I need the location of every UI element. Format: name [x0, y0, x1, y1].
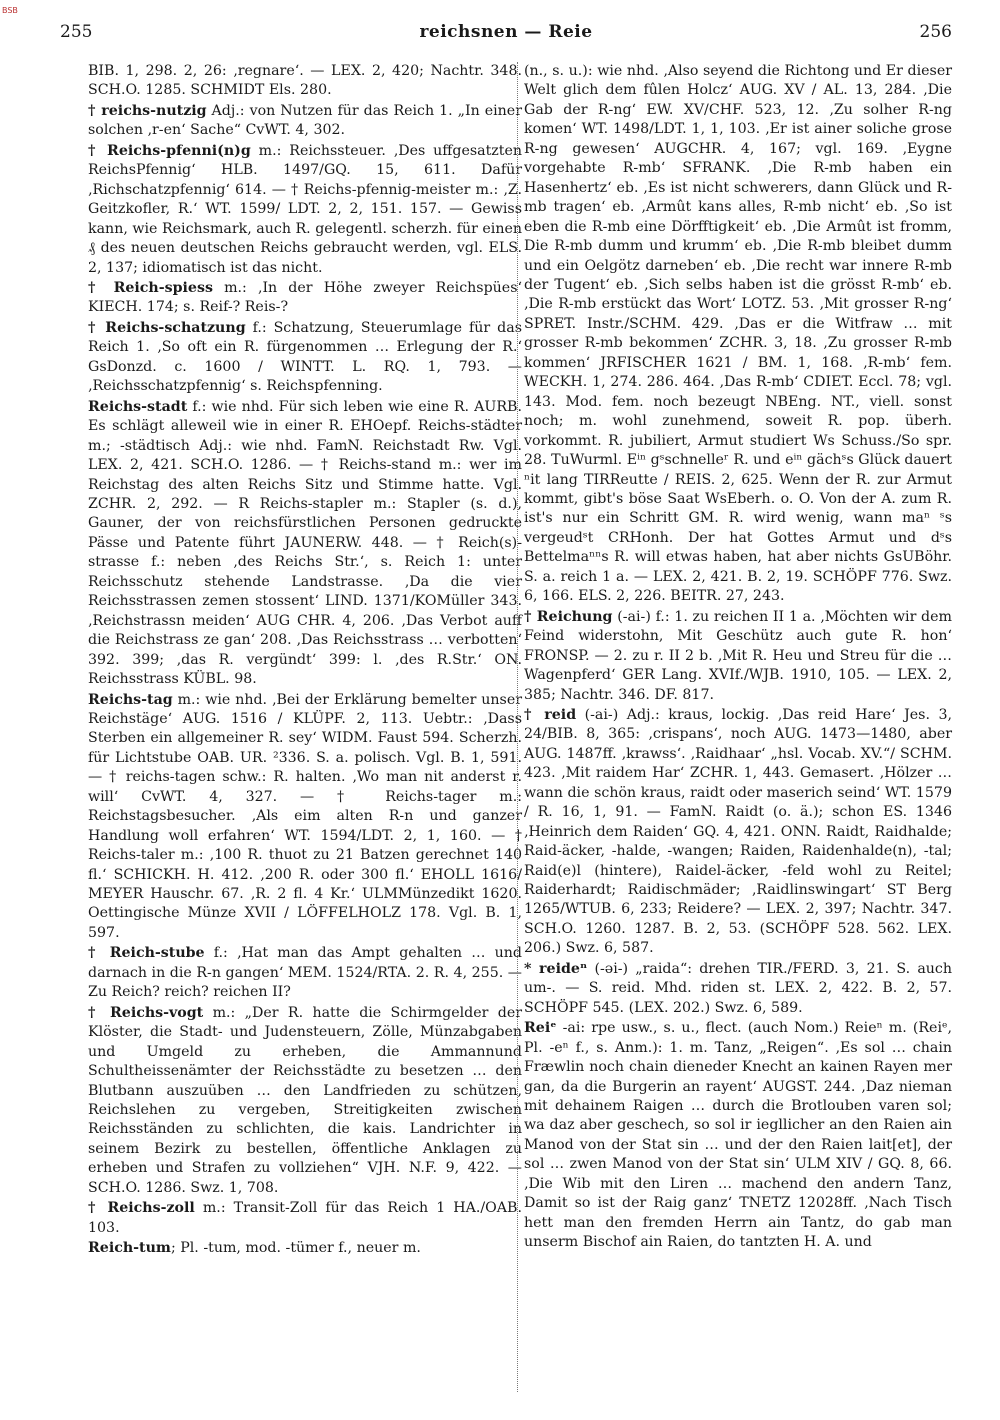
dictionary-entry	[88, 142, 522, 278]
entry-text: f.: ‚Hat man das Ampt gehalten … und darnach in die R-n gangen‘ MEM. 1524/RTA. 2. R. 4, 255. — Zu Reich? reich? reichen II?	[88, 945, 522, 1001]
left-column	[88, 62, 522, 1260]
entry-text: f.: Schatzung, Steuerumlage für das Reich 1. ‚So oft ein R. fürgenommen … Erlegung der R.‘ GsDonzd. c. 1600 / WINTT. L. RQ. 1, 793. — ‚Reichsschatzpfennig‘ s. Reichspfenning.	[88, 319, 522, 395]
entry-text: (-əi-) „raida“: drehen TIR./FERD. 3, 21. S. auch um-. — S. reid. Mhd. riden st. LEX. 2, 422. B. 2, 57. SCHÖPF 545. (LEX. 202.) Swz. 6, 589.	[524, 960, 952, 1016]
entry-text: m.: ‚In der Höhe zweyer Reichspües‘ KIECH. 174; s. Reif-? Reis-?	[88, 279, 522, 316]
entry-lemma: Reichs-stadt	[88, 398, 188, 415]
entry-text: m.: Reichssteuer. ‚Des uffgesatzten ReichsPfennig‘ HLB. 1497/GQ. 15, 611. Dafür ‚Richschatzpfennig‘ 614. — † Reichs-pfennig-meister m.: ‚Z. Geitzkofler, R.‘ WT. 1599/ LDT. 2, 2, 151. 157. — Gewiss kann, wie Reichsmark, auch R. gelegentl. scherzh. für einen ₰ des neuen deutschen Reichs gebraucht werden, vgl. ELS. 2, 137; idiomatisch ist das nicht.	[88, 142, 522, 276]
page-header	[60, 22, 952, 48]
dictionary-entry	[88, 1239, 522, 1258]
entry-lemma: † reichs-nutzig	[88, 102, 207, 119]
entry-text: Adj.: von Nutzen für das Reich 1. „In einer solchen ‚r-en‘ Sache“ CvWT. 4, 302.	[88, 102, 522, 139]
page-number-right: 256	[919, 22, 952, 42]
dictionary-entry	[88, 1199, 522, 1238]
library-stamp: BSB	[2, 6, 18, 15]
entry-text: -ai: rpe usw., s. u., flect. (auch Nom.) Reieⁿ m. (Reiᵉ, Pl. -eⁿ f., s. Anm.): 1. m. Tanz, „Reigen“. ‚Es sol … chain Fræwlin noch chain dieneder Knecht an kainen Rayen mer gan, da die Burgerin an rayent‘ AUGST. 244. ‚Daz nieman mit dehainem Raigen … durch die Brotlouben varen sol; wa daz aber geschech, so sol ir iegllicher an den Raien ain Manod von der Stat sin … und der den Raien lait[et], der sol … zwen Manod von der Stat sin‘ ULM XIV / GQ. 8, 66. ‚Die Wib mit den Liren … machend den andern Tanz, Damit so ist der Raig ganz‘ TNETZ 12028ff. ‚Nach Tisch hett man den fremden Herrn ain Tantz, do gab man unserm Bischof ain Raien, do tantzten H. A. und	[524, 1020, 952, 1251]
entry-lemma: † reid	[524, 706, 577, 723]
dictionary-entry	[524, 960, 952, 1018]
dictionary-entry	[524, 706, 952, 959]
entry-lemma: † Reich-spiess	[88, 279, 213, 296]
column-divider	[517, 62, 518, 1392]
entry-text: (-ai-) Adj.: kraus, lockig. ‚Das reid Hare‘ Jes. 3, 24/BIB. 8, 365: ‚crispans‘, noch AUG. 1473—1480, aber AUG. 1487ff. ‚krawss‘. ‚Raidhaar‘ „hsl. Vocab. XV.“/ SCHM. 423. ‚Mit raidem Har‘ ZCHR. 1, 443. Gemasert. ‚Hölzer … wann die schön kraus, raidt oder maserich seind‘ WT. 1579 / R. 16, 1, 91. — FamN. Raidt (o. ä.); schon ES. 1346 ‚Heinrich dem Raiden‘ GQ. 4, 421. ONN. Raidt, Raidhalde; Raid-äcker, -halde, -wangen; Raiden, Raidenhalde(n), -tal; Raid(e)l (hintere), Raidel-äcker, -feld wohl zu Reitel; Raiderhardt; Raidischmäder; ‚Raidlinswingart‘ ST Berg 1265/WTUB. 6, 233; Reidere? — LEX. 2, 397; Nachtr. 347. SCH.O. 1260. 1287. B. 2, 53. (SCHÖPF 528. 562. LEX. 206.) Swz. 6, 587.	[524, 706, 952, 957]
entry-text: (n., s. u.): wie nhd. ‚Also seyend die Richtong und Er dieser Welt glich dem fûlen Holcz‘ AUG. XV / AL. 13, 284. ‚Die Gab der R-ng‘ EW. XV/CHF. 523, 12. ‚Zu solher R-ng komen‘ WT. 1498/LDT. 1, 1, 103. ‚Er ist ainer soliche grose R-ng gewesen‘ AUGCHR. 4, 167; vgl. 169. ‚Eygne vorgehabte R-mb‘ SFRANK. ‚Die R-mb haben ein Hasenhertz‘ eb. ‚Es ist nicht schwerers, dann Glück und R-mb tragen‘ eb. ‚Armût kans alles, R-mb nicht‘ eb. ‚So ist eben die R-mb eine Dörfftigkeit‘ eb. ‚Die Armût ist fromm, Die R-mb dumm und krumm‘ eb. ‚Die R-mb bleibet dumm und ein Oelgötz darneben‘ eb. ‚Die recht war innere R-mb der Tugent‘ eb. ‚Sich selbs haben ist die grösst R-mb‘ eb. ‚Die R-mb erstückt das Wort‘ LOTZ. 53. ‚Mit grosser R-ng‘ SPRET. Instr./SCHM. 429. ‚Das er die Witfraw … mit grosser R-mb bekommen‘ ZCHR. 3, 18. ‚Zu grosser R-mb kommen‘ JRFISCHER 1621 / BM. 1, 168. ‚R-mb‘ fem. WECKH. 1, 274. 286. 464. ‚Das R-mb‘ CDIET. Eccl. 78; vgl. 143. Mod. fem. noch bezeugt NBEng. NT., viell. sonst noch; m. wohl zunehmend, soweit R. pop. überh. vorkommt. R. jubiliert, Armut studiert Ws Schuss./So spr. 28. TuWurml. Eⁱⁿ gˢschnelleʳ R. und eⁱⁿ gächˢs Glück dauert ⁿit lang TIRReutte / REIS. 2, 625. Wenn der R. zur Armut kommt, gibt's böse Saat WsEberh. o. O. Von der A. zum R. ist's nur ein Schritt GM. R. wird wenig, wann maⁿ ˢs vergeudˢt CRHonh. Der hat Gottes Armut und dˢs Bettelmaⁿⁿs R. will etwas haben, hat aber nichts GsUBöhr. S. a. reich 1 a. — LEX. 2, 421. B. 2, 19. SCHÖPF 776. Swz. 6, 166. ELS. 2, 226. BEITR. 27, 243.	[524, 63, 952, 605]
entry-lemma: * reideⁿ	[524, 960, 588, 977]
dictionary-entry	[88, 398, 522, 690]
entry-lemma: Reich-tum	[88, 1240, 171, 1257]
dictionary-entry	[88, 691, 522, 944]
dictionary-entry	[88, 1004, 522, 1199]
entry-text: ; Pl. -tum, mod. -tümer f., neuer m.	[170, 1240, 421, 1257]
entry-text: m.: wie nhd. ‚Bei der Erklärung bemelter unser Reichstäge‘ AUG. 1516 / KLÜPF. 2, 113. Uebtr.: ‚Dass Sterben ein allgemeiner R. sey‘ WIDM. Faust 594. Scherzh. für Lichtstube OAB. UR. ²336. S. a. polisch. Vgl. B. 1, 591. — † reichs-tagen schw.: R. halten. ‚Wo man nit anderst r. will‘ CvWT. 4, 327. — † Reichs-tager m.: Reichstagsbesucher. ‚Als eim alten R-n und ganzer Handlung woll erfahren‘ WT. 1594/LDT. 2, 1, 160. — † Reichs-taler m.: ‚100 R. thuot zu 21 Batzen gerechnet 140 fl.‘ SCHICKH. H. 412. ‚200 R. oder 300 fl.‘ EHOLL 1616/ MEYER Hauschr. 67. ‚R. 2 fl. 4 Kr.‘ ULMMünzedikt 1620. Oettingische Münze XVII / LÖFFELHOLZ 178. Vgl. B. 1, 597.	[88, 691, 522, 941]
entry-lemma: † Reichung	[524, 608, 613, 625]
entry-lemma: † Reichs-pfenni(n)g	[88, 142, 251, 159]
dictionary-entry	[88, 279, 522, 318]
dictionary-entry	[524, 62, 952, 607]
entry-text: BIB. 1, 298. 2, 26: ‚regnare‘. — LEX. 2, 420; Nachtr. 348. SCH.O. 1285. SCHMIDT Els. 280.	[88, 63, 522, 99]
dictionary-entry	[88, 102, 522, 141]
entry-text: m.: „Der R. hatte die Schirmgelder der Klöster, die Stadt- und Judensteuern, Zölle, Münzabgaben und Umgeld zu erheben, die Ammannund Schultheissenämter der Reichsstädte zu besetzen … den Blutbann auszuüben … den Landfrieden zu schützen, Reichslehen zu vergeben, Streitigkeiten zwischen Reichsständen zu schlichten, die kais. Landrichter in seinem Bezirk zu bestellen, öffentliche Anklagen zu erheben und Strafen zu vollziehen“ VJH. N.F. 9, 422. — SCH.O. 1286. Swz. 1, 708.	[88, 1004, 522, 1196]
dictionary-entry	[88, 62, 522, 101]
entry-lemma: † Reichs-schatzung	[88, 319, 246, 336]
entry-lemma: † Reich-stube	[88, 945, 205, 962]
entry-text: f.: wie nhd. Für sich leben wie eine R. AURB. Es schlägt alleweil wie in einer R. EHOepf. Reichs-städter m.; -städtisch Adj.: wie nhd. FamN. Reichstadt Rw. Vgl. LEX. 2, 421. SCH.O. 1286. — † Reichs-stand m.: wer im Reichstag des alten Reichs Sitz und Stimme hatte. Vgl. ZCHR. 2, 292. — R Reichs-stapler m.: Stapler (s. d.), Gauner, der von reichsfürstlichen Personen gedruckte Pässe und Patente führt JAUNERW. 448. — † Reich(s)-strasse f.: neben ‚des Reichs Str.‘, s. Reich 1: unter Reichsschutz stehende Landstrasse. ‚Da die vier Reichsstrassen zemen stossent‘ LIND. 1371/KOMüller 343. ‚Reichstrassn meiden‘ AUG CHR. 4, 206. ‚Das Verbot auff die Reichstrass ze gan‘ 208. ‚Das Reichsstrass … verbotten‘ 392. 399; ‚das R. vergündt‘ 399: l. ‚des R.Str.‘ ON. Reichsstrass KÜBL. 98.	[88, 398, 522, 688]
entry-lemma: Reichs-tag	[88, 691, 173, 708]
right-column	[524, 62, 952, 1254]
dictionary-entry	[88, 319, 522, 397]
entry-lemma: † Reichs-vogt	[88, 1004, 204, 1021]
running-title: reichsnen — Reie	[419, 22, 593, 42]
entry-lemma: Reiᵉ	[524, 1020, 557, 1037]
entry-text: (-ai-) f.: 1. zu reichen II 1 a. ‚Möchten wir dem Feind widerstohn, Mit Geschütz auch gute R. hon‘ FRONSP. — 2. zu r. II 2 b. ‚Mit R. Heu und Streu für die … Wagenpferd‘ GER Lang. XVIf./WJB. 1910, 105. — LEX. 2, 385; Nachtr. 346. DF. 817.	[524, 608, 952, 703]
dictionary-entry	[524, 1019, 952, 1252]
entry-text: m.: Transit-Zoll für das Reich 1 HA./OAB. 103.	[88, 1200, 522, 1236]
dictionary-entry	[524, 608, 952, 705]
entry-lemma: † Reichs-zoll	[88, 1200, 195, 1217]
dictionary-entry	[88, 944, 522, 1002]
page-number-left: 255	[60, 22, 93, 42]
